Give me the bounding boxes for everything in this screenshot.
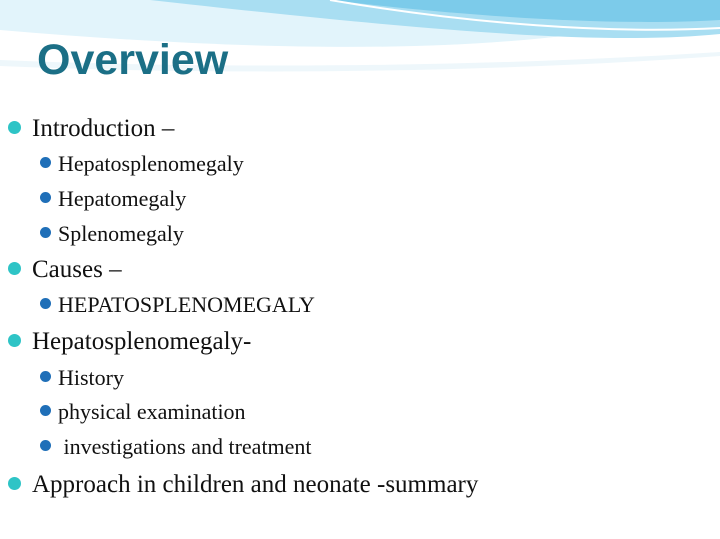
bullet-text: Approach in children and neonate -summary (32, 471, 479, 498)
slide-title: Overview (37, 36, 229, 84)
sub-bullet-physical-examination (40, 398, 246, 426)
sub-bullet-investigations (40, 433, 312, 461)
sub-bullet-splenomegaly (40, 220, 184, 248)
sub-bullet-hepatomegaly (40, 185, 186, 213)
sub-bullet-hepatosplenomegaly (40, 150, 244, 178)
level1-bullet-icon (8, 262, 21, 275)
level1-bullet-icon (8, 121, 21, 134)
level2-bullet-icon (40, 405, 51, 416)
bullet-text: Hepatomegaly (58, 186, 187, 211)
level2-bullet-icon (40, 227, 51, 238)
bullet-text: HEPATOSPLENOMEGALY (58, 292, 315, 317)
bullet-hepatosplenomegaly (8, 327, 251, 357)
bullet-text: physical examination (58, 399, 246, 424)
level1-bullet-icon (8, 477, 21, 490)
bullet-text: Causes – (32, 256, 122, 283)
bullet-text: Hepatosplenomegaly- (32, 328, 252, 355)
level2-bullet-icon (40, 298, 51, 309)
bullet-causes (8, 255, 122, 285)
level2-bullet-icon (40, 192, 51, 203)
bullet-introduction (8, 114, 174, 144)
bullet-text: Splenomegaly (58, 221, 184, 246)
level2-bullet-icon (40, 440, 51, 451)
sub-bullet-history (40, 364, 124, 392)
bullet-text: Introduction – (32, 115, 175, 142)
bullet-approach (8, 470, 478, 500)
bullet-text: History (58, 365, 124, 390)
bullet-text: Hepatosplenomegaly (58, 151, 244, 176)
level1-bullet-icon (8, 334, 21, 347)
level2-bullet-icon (40, 371, 51, 382)
sub-bullet-hepatosplenomegaly-caps (40, 291, 315, 319)
level2-bullet-icon (40, 157, 51, 168)
bullet-text: investigations and treatment (58, 434, 312, 459)
